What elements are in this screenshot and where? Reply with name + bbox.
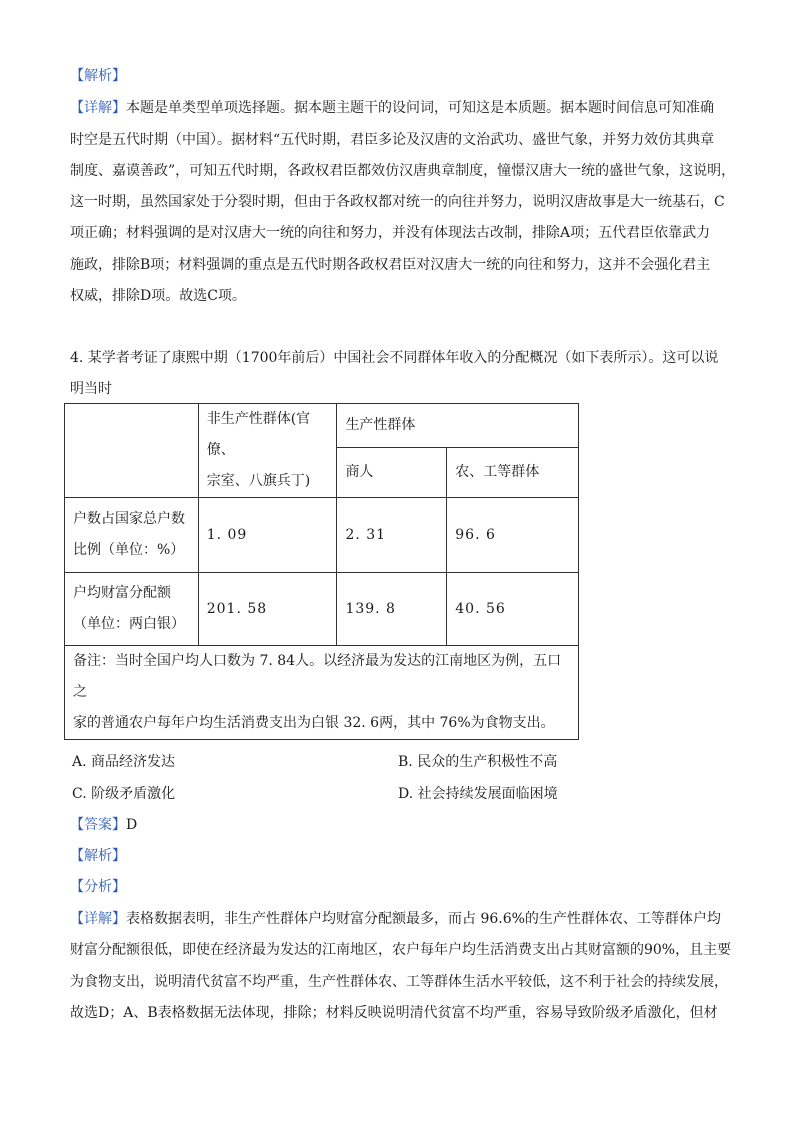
detail-line-3: 为食物支出，说明清代贫富不均严重，生产性群体农、工等群体生活水平较低，这不利于社会的持续发展， <box>70 974 728 990</box>
option-a: A. 商品经济发达 <box>72 754 176 770</box>
detail-line-4: 故选D；A、B表格数据无法体现，排除；材料反映说明清代贫富不均严重，容易导致阶级矛盾激化，但材 <box>70 1005 718 1021</box>
detail-line-1: 【详解】本题是单类型单项选择题。据本题主题干的设问词，可知这是本质题。据本题时间信息可知准确 <box>70 100 714 116</box>
row-label-wealth-per-household: 户均财富分配额 （单位：两白银） <box>65 573 199 646</box>
table-row <box>65 573 579 646</box>
detail-line-3: 制度、嘉谟善政”，可知五代时期，各政权君臣都效仿汉唐典章制度，憧憬汉唐大一统的盛世气象，这说明， <box>70 163 736 179</box>
cell-value: 139. 8 <box>337 573 447 646</box>
table-note: 备注：当时全国户均人口数为 7. 84人。以经济最为发达的江南地区为例，五口之 家的普通农户每年户均生活消费支出为白银 32. 6两，其中 76%为食物支出。 <box>65 646 579 740</box>
detail-tag: 【详解】 <box>70 911 126 927</box>
option-d: D. 社会持续发展面临困境 <box>398 786 558 802</box>
cell-value: 40. 56 <box>447 573 579 646</box>
detail-line-1: 【详解】表格数据表明，非生产性群体户均财富分配额最多，而占 96.6%的生产性群体农、工等群体户均 <box>70 911 721 927</box>
header-merchant: 商人 <box>337 447 447 497</box>
detail-tag: 【详解】 <box>70 100 126 116</box>
analysis-subtag: 【分析】 <box>70 879 126 895</box>
question-stem-line-1: 4. 某学者考证了康熙中期（1700年前后）中国社会不同群体年收入的分配概况（如下表所示）。这可以说 <box>70 350 719 366</box>
detail-line-4: 这一时期，虽然国家处于分裂时期，但由于各政权都对统一的向往并努力，说明汉唐故事是大一统基石，C <box>70 194 725 210</box>
option-b: B. 民众的生产积极性不高 <box>398 754 558 770</box>
table-row <box>65 498 579 573</box>
header-productive: 生产性群体 <box>337 404 579 448</box>
cell-value: 1. 09 <box>198 498 337 573</box>
cell-value: 96. 6 <box>447 498 579 573</box>
detail-line-2: 财富分配额很低，即使在经济最为发达的江南地区，农户每年户均生活消费支出占其财富额的90%，且主要 <box>70 942 732 958</box>
row-label-household-ratio: 户数占国家总户数 比例（单位：%） <box>65 498 199 573</box>
detail-line-6: 施政，排除B项；材料强调的重点是五代时期各政权君臣对汉唐大一统的向往和努力，这并不会强化君主 <box>70 257 711 273</box>
answer-line <box>70 815 137 835</box>
option-c: C. 阶级矛盾激化 <box>72 786 176 802</box>
analysis-tag: 【解析】 <box>70 68 126 84</box>
detail-line-5: 项正确；材料强调的是对汉唐大一统的向往和努力，并没有体现法古改制，排除A项；五代君臣依靠武力 <box>70 225 711 241</box>
answer-value: D <box>126 817 138 833</box>
cell-value: 2. 31 <box>337 498 447 573</box>
header-farmer-worker: 农、工等群体 <box>447 447 579 497</box>
question-stem-line-2: 明当时 <box>70 381 112 397</box>
detail-line-2: 时空是五代时期（中国）。据材料“五代时期，君臣多论及汉唐的文治武功、盛世气象，并努力效仿其典章 <box>70 132 715 148</box>
income-distribution-table <box>64 403 579 740</box>
analysis-tag: 【解析】 <box>70 848 126 864</box>
cell-value: 201. 58 <box>198 573 337 646</box>
detail-line-7: 权威，排除D项。故选C项。 <box>70 288 246 304</box>
header-nonproductive: 非生产性群体(官僚、 宗室、八旗兵丁) <box>198 404 337 498</box>
answer-tag: 【答案】 <box>70 817 126 833</box>
table-corner-cell <box>65 404 199 498</box>
